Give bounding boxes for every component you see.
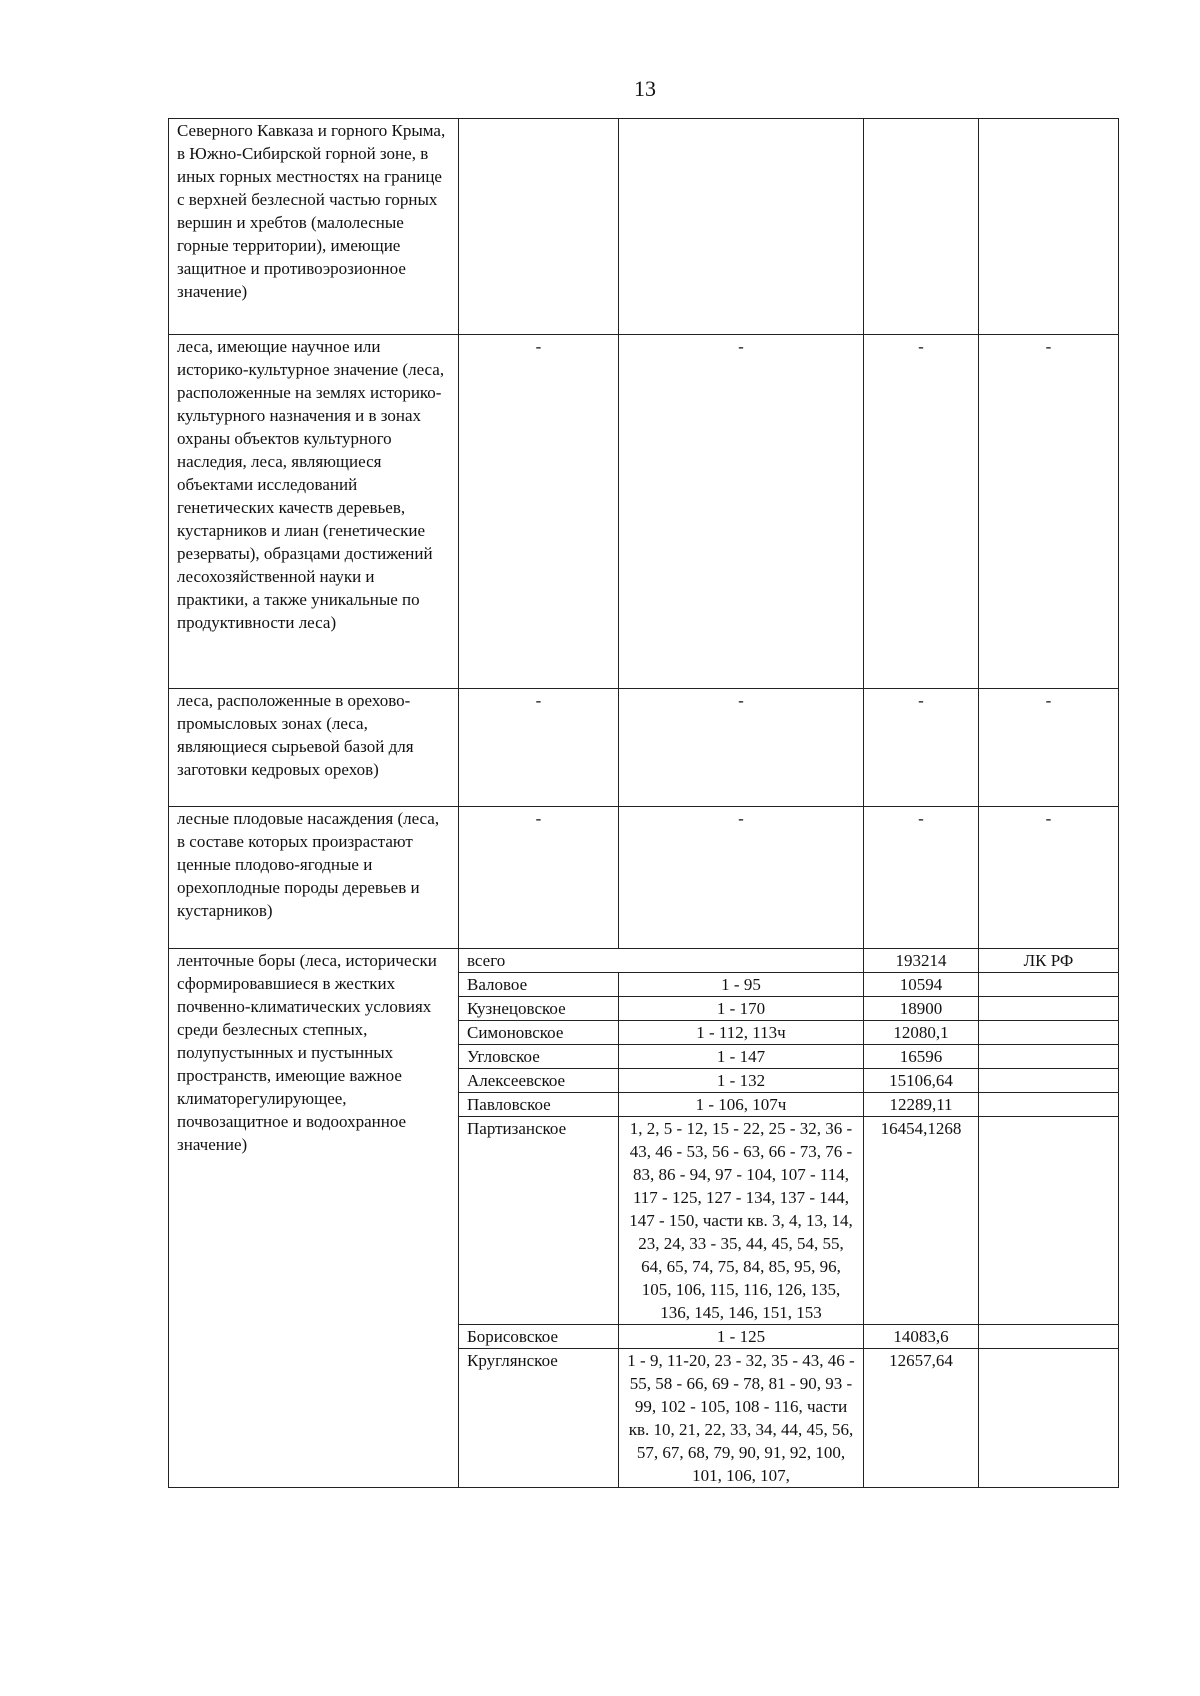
table-cell xyxy=(979,1045,1119,1069)
forestry-name: Борисовское xyxy=(459,1325,619,1349)
forestry-name: Партизанское xyxy=(459,1117,619,1325)
forestry-quarters: 1 - 9, 11-20, 23 - 32, 35 - 43, 46 - 55, 58 - 66, 69 - 78, 81 - 90, 93 - 99, 102 - 105, 108 - 116, части кв. 10, 21, 22, 33, 34, 44, 45, 56, 57, 67, 68, 79, 90, 91, 92, 100, 101, 106, 107, xyxy=(619,1349,864,1488)
legal-basis: ЛК РФ xyxy=(979,949,1119,973)
table-cell xyxy=(979,1093,1119,1117)
forest-category-table xyxy=(168,118,1119,1488)
table-row xyxy=(169,807,1119,949)
table-row xyxy=(169,119,1119,335)
forestry-area: 15106,64 xyxy=(864,1069,979,1093)
forestry-name: Валовое xyxy=(459,973,619,997)
table-row xyxy=(169,689,1119,807)
forestry-quarters: 1 - 95 xyxy=(619,973,864,997)
table-cell: - xyxy=(459,807,619,949)
forestry-area: 14083,6 xyxy=(864,1325,979,1349)
forestry-quarters: 1 - 132 xyxy=(619,1069,864,1093)
forestry-quarters: 1 - 147 xyxy=(619,1045,864,1069)
total-area: 193214 xyxy=(864,949,979,973)
category-description: леса, расположенные в орехово-промысловых зонах (леса, являющиеся сырьевой базой для заготовки кедровых орехов) xyxy=(169,689,459,807)
table-cell: - xyxy=(864,807,979,949)
forestry-quarters: 1 - 112, 113ч xyxy=(619,1021,864,1045)
page-number: 13 xyxy=(634,76,656,101)
table-cell xyxy=(979,1349,1119,1488)
table-cell: - xyxy=(979,807,1119,949)
forestry-area: 18900 xyxy=(864,997,979,1021)
forestry-name: Круглянское xyxy=(459,1349,619,1488)
category-description: ленточные боры (леса, исторически сформировавшиеся в жестких почвенно-климатических условиях среди безлесных степных, полупустынных и пустынных пространств, имеющие важное климаторегулирующее, почвозащитное и водоохранное значение) xyxy=(169,949,459,1488)
category-description: лесные плодовые насаждения (леса, в составе которых произрастают ценные плодово-ягодные и орехоплодные породы деревьев и кустарников) xyxy=(169,807,459,949)
forestry-area: 12657,64 xyxy=(864,1349,979,1488)
table-cell xyxy=(979,997,1119,1021)
total-label: всего xyxy=(459,949,864,973)
table-cell: - xyxy=(619,807,864,949)
table-cell: - xyxy=(459,335,619,689)
forestry-quarters: 1 - 125 xyxy=(619,1325,864,1349)
forestry-name: Алексеевское xyxy=(459,1069,619,1093)
category-description: Северного Кавказа и горного Крыма, в Южно-Сибирской горной зоне, в иных горных местностях на границе с верхней безлесной частью горных вершин и хребтов (малолесные горные территории), имеющие защитное и противоэрозионное значение) xyxy=(169,119,459,335)
table-cell: - xyxy=(619,335,864,689)
table-cell xyxy=(864,119,979,335)
table-cell: - xyxy=(979,335,1119,689)
forestry-quarters: 1 - 170 xyxy=(619,997,864,1021)
table-cell xyxy=(979,119,1119,335)
forestry-area: 10594 xyxy=(864,973,979,997)
forestry-quarters: 1, 2, 5 - 12, 15 - 22, 25 - 32, 36 - 43, 46 - 53, 56 - 63, 66 - 73, 76 - 83, 86 - 94, 97 - 104, 107 - 114, 117 - 125, 127 - 134, 137 - 144, 147 - 150, части кв. 3, 4, 13, 14, 23, 24, 33 - 35, 44, 45, 54, 55, 64, 65, 74, 75, 84, 85, 95, 96, 105, 106, 115, 116, 126, 135, 136, 145, 146, 151, 153 xyxy=(619,1117,864,1325)
table-cell: - xyxy=(864,689,979,807)
table-cell: - xyxy=(619,689,864,807)
forestry-name: Кузнецовское xyxy=(459,997,619,1021)
category-description: леса, имеющие научное или историко-культурное значение (леса, расположенные на землях историко-культурного назначения и в зонах охраны объектов культурного наследия, леса, являющиеся объектами исследований генетических качеств деревьев, кустарников и лиан (генетические резерваты), образцами достижений лесохозяйственной науки и практики, а также уникальные по продуктивности леса) xyxy=(169,335,459,689)
table-cell xyxy=(979,1021,1119,1045)
table-cell xyxy=(619,119,864,335)
table-cell xyxy=(459,119,619,335)
forestry-area: 12289,11 xyxy=(864,1093,979,1117)
table-row xyxy=(169,335,1119,689)
table-cell xyxy=(979,973,1119,997)
forestry-area: 12080,1 xyxy=(864,1021,979,1045)
table-cell xyxy=(979,1117,1119,1325)
forestry-area: 16596 xyxy=(864,1045,979,1069)
table-cell: - xyxy=(459,689,619,807)
table-row xyxy=(169,949,1119,973)
table-cell: - xyxy=(864,335,979,689)
table-cell xyxy=(979,1325,1119,1349)
forestry-quarters: 1 - 106, 107ч xyxy=(619,1093,864,1117)
table-cell: - xyxy=(979,689,1119,807)
forestry-name: Павловское xyxy=(459,1093,619,1117)
forestry-name: Угловское xyxy=(459,1045,619,1069)
table-cell xyxy=(979,1069,1119,1093)
forestry-area: 16454,1268 xyxy=(864,1117,979,1325)
forestry-name: Симоновское xyxy=(459,1021,619,1045)
